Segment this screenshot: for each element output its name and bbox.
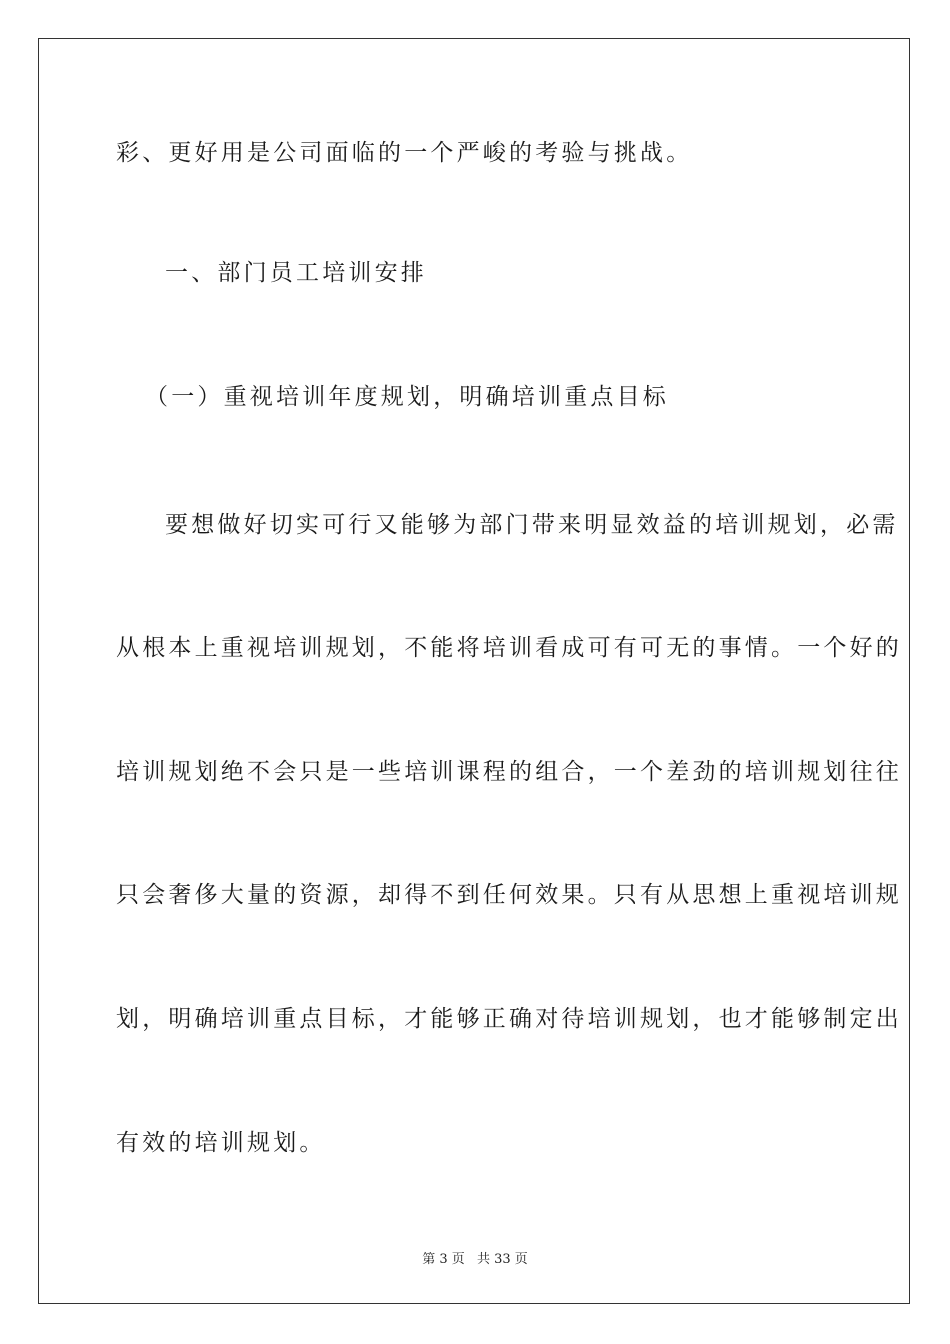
page-number: 第 3 页 [422, 1252, 465, 1267]
page-total: 共 33 页 [476, 1252, 528, 1267]
paragraph-line: 彩、更好用是公司面临的一个严峻的考验与挑战。 [116, 140, 693, 166]
paragraph-line: 培训规划绝不会只是一些培训课程的组合，一个差劲的培训规划往往 [116, 759, 902, 785]
paragraph-line: 划，明确培训重点目标，才能够正确对待培训规划，也才能够制定出 [116, 1006, 902, 1032]
paragraph-line: 有效的培训规划。 [116, 1130, 326, 1156]
paragraph-line: 只会奢侈大量的资源，却得不到任何效果。只有从思想上重视培训规 [116, 882, 902, 908]
paragraph-line: 要想做好切实可行又能够为部门带来明显效益的培训规划，必需 [165, 512, 899, 538]
paragraph-line: 从根本上重视培训规划，不能将培训看成可有可无的事情。一个好的 [116, 635, 902, 661]
page-footer [0, 1248, 950, 1267]
page-border [38, 38, 910, 1304]
section-heading: 一、部门员工培训安排 [165, 260, 427, 286]
subsection-heading: （一）重视培训年度规划，明确培训重点目标 [145, 384, 669, 410]
